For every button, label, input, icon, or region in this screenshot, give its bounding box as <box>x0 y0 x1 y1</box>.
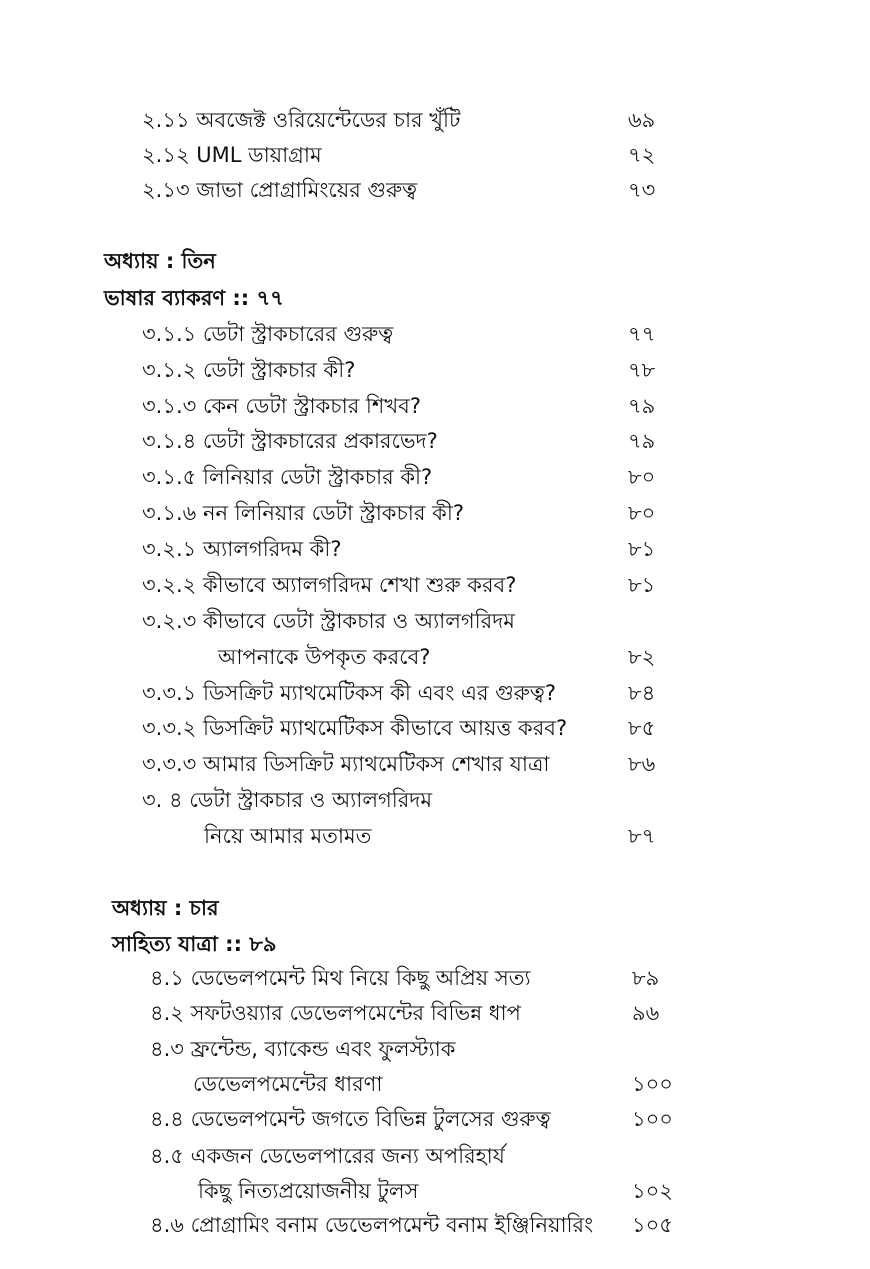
toc-entry-title: ৪.৪ ডেভেলপমেন্ট জগতে বিভিন্ন টুলসের গুরুত্ব <box>150 1107 551 1131</box>
toc-entry-title: ৩.২.১ অ্যালগরিদম কী? <box>142 537 342 561</box>
toc-entry-title: ৩.৩.১ ডিসক্রিট ম্যাথমেটিকস কী এবং এর গুরুত্ব? <box>142 681 556 705</box>
chapter-label: অধ্যায় : চার <box>112 896 219 920</box>
toc-entry-title: ৪.৫ একজন ডেভেলপারের জন্য অপরিহার্য <box>150 1144 505 1168</box>
toc-page-number: ৮২ <box>628 645 656 669</box>
toc-page-number: ৮৬ <box>628 752 656 776</box>
toc-entry-title: ৪.১ ডেভেলপমেন্ট মিথ নিয়ে কিছু অপ্রিয় সত্য <box>150 966 531 990</box>
toc-page-number: ৭২ <box>628 143 656 167</box>
toc-page-number: ৭৩ <box>628 178 656 202</box>
toc-page-number: ৭৮ <box>628 358 656 382</box>
toc-entry-title: ৩. ৪ ডেটা স্ট্রাকচার ও অ্যালগরিদম <box>142 788 433 812</box>
toc-entry-title: ৩.১.৩ কেন ডেটা স্ট্রাকচার শিখব? <box>142 394 421 418</box>
toc-page-number: ১০২ <box>632 1179 673 1203</box>
toc-entry-title: ২.১২ UML ডায়াগ্রাম <box>142 143 322 167</box>
toc-entry-title: ৩.৩.২ ডিসক্রিট ম্যাথমেটিকস কীভাবে আয়ত্ত করব? <box>142 716 568 740</box>
toc-entry-title: ৩.১.৫ লিনিয়ার ডেটা স্ট্রাকচার কী? <box>142 465 433 489</box>
toc-entry-title-continued: আপনাকে উপকৃত করবে? <box>218 645 431 669</box>
toc-entry-title: ৪.২ সফটওয়্যার ডেভেলপমেন্টের বিভিন্ন ধাপ <box>150 1001 521 1025</box>
toc-entry-title-continued: কিছু নিত্যপ্রয়োজনীয় টুলস <box>198 1179 419 1203</box>
toc-page-number: ৮০ <box>628 501 656 525</box>
toc-entry-title: ৩.২.২ কীভাবে অ্যালগরিদম শেখা শুরু করব? <box>142 573 517 597</box>
toc-page-number: ৭৭ <box>628 322 656 346</box>
toc-page-number: ১০৫ <box>632 1213 673 1237</box>
toc-page-number: ৮১ <box>628 573 656 597</box>
toc-entry-title: ৩.৩.৩ আমার ডিসক্রিট ম্যাথমেটিকস শেখার যাত্রা <box>142 752 550 776</box>
chapter-label: অধ্যায় : তিন <box>104 249 216 273</box>
toc-page-number: ৭৯ <box>628 429 656 453</box>
toc-entry-title: ৪.৩ ফ্রন্টেন্ড, ব্যাকেন্ড এবং ফুলস্ট্যাক <box>150 1037 456 1061</box>
toc-page-number: ৮১ <box>628 537 656 561</box>
toc-page-number: ৯৬ <box>632 1001 660 1025</box>
toc-page-number: ৮৫ <box>628 716 656 740</box>
toc-entry-title: ২.১৩ জাভা প্রোগ্রামিংয়ের গুরুত্ব <box>142 178 418 202</box>
toc-page-number: ৬৯ <box>628 108 656 132</box>
chapter-title: ভাষার ব্যাকরণ :: ৭৭ <box>104 286 284 310</box>
chapter-title: সাহিত্য যাত্রা :: ৮৯ <box>112 932 277 956</box>
toc-entry-title-continued: ডেভেলপমেন্টের ধারণা <box>193 1072 383 1096</box>
toc-entry-title: ৩.১.৬ নন লিনিয়ার ডেটা স্ট্রাকচার কী? <box>142 501 464 525</box>
toc-entry-title: ৩.১.৪ ডেটা স্ট্রাকচারের প্রকারভেদ? <box>142 429 438 453</box>
toc-page-number: ৮৯ <box>632 966 660 990</box>
toc-entry-title-continued: নিয়ে আমার মতামত <box>204 824 372 848</box>
toc-entry-title: ৩.২.৩ কীভাবে ডেটা স্ট্রাকচার ও অ্যালগরিদম <box>142 609 515 633</box>
toc-entry-title: ৩.১.২ ডেটা স্ট্রাকচার কী? <box>142 358 356 382</box>
toc-page-number: ৮০ <box>628 465 656 489</box>
toc-page-number: ১০০ <box>632 1072 673 1096</box>
toc-page-number: ৭৯ <box>628 394 656 418</box>
toc-page-number: ১০০ <box>632 1107 673 1131</box>
toc-page-number: ৮৭ <box>628 824 656 848</box>
toc-entry-title: ২.১১ অবজেক্ট ওরিয়েন্টেডের চার খুঁটি <box>142 108 461 132</box>
toc-entry-title: ৩.১.১ ডেটা স্ট্রাকচারের গুরুত্ব <box>142 322 394 346</box>
toc-page-number: ৮৪ <box>628 681 656 705</box>
toc-entry-title: ৪.৬ প্রোগ্রামিং বনাম ডেভেলপমেন্ট বনাম ইঞ্জিনিয়ারিং <box>150 1213 594 1237</box>
